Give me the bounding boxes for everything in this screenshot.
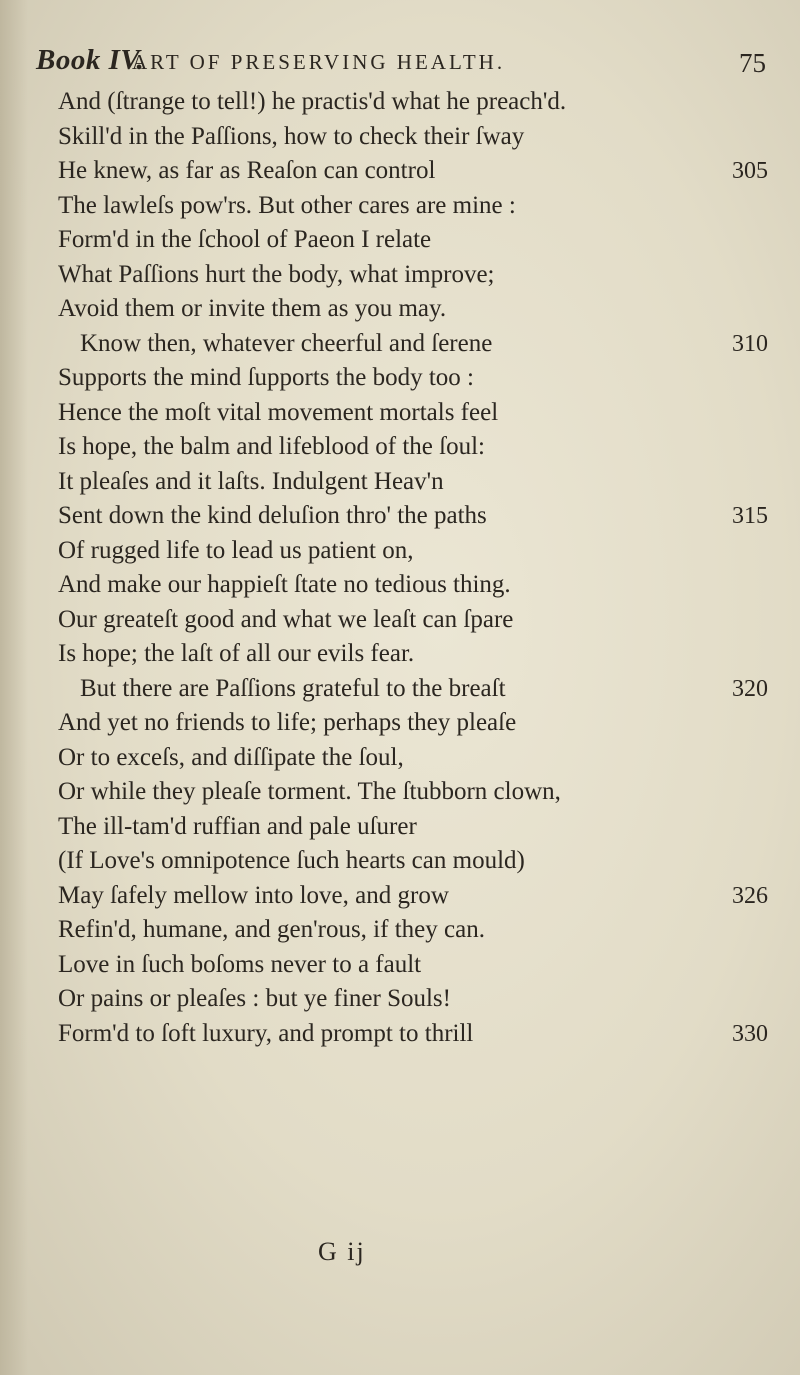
line-number: 315 <box>732 503 768 529</box>
verse-line <box>58 120 768 155</box>
verse-line <box>58 982 768 1017</box>
verse-line <box>58 706 768 741</box>
verse-line <box>58 1017 768 1052</box>
verse-line <box>58 327 768 362</box>
verse-line-text: Love in ſuch boſoms never to a fault <box>58 950 422 978</box>
verse-line-text: Avoid them or invite them as you may. <box>58 295 447 322</box>
verse-line-text: (If Love's omnipotence ſuch hearts can mould) <box>58 847 525 874</box>
verse-line-text: And (ſtrange to tell!) he practis'd what he preach'd. <box>58 88 567 115</box>
verse-line-text: Or pains or pleaſes : but ye finer Souls! <box>58 985 451 1012</box>
verse-line-text: Skill'd in the Paſſions, how to check their ſway <box>58 122 525 150</box>
verse-line-text: Supports the mind ſupports the body too : <box>58 364 474 391</box>
verse-line-text: It pleaſes and it laſts. Indulgent Heav'n <box>58 467 444 495</box>
verse-line <box>58 189 768 224</box>
verse-block <box>58 85 768 1051</box>
line-number: 330 <box>732 1020 768 1047</box>
verse-line-text: Form'd to ſoft luxury, and prompt to thrill <box>58 1019 474 1047</box>
verse-line-text: Of rugged life to lead us patient on, <box>58 536 414 564</box>
running-title: ART OF PRESERVING HEALTH. <box>132 50 506 74</box>
verse-line <box>58 672 768 707</box>
line-number: 305 <box>732 158 768 184</box>
line-number: 326 <box>732 882 768 909</box>
verse-line-text: Our greateſt good and what we leaſt can ſpare <box>58 605 514 633</box>
verse-line <box>58 396 768 431</box>
verse-line-text: Sent down the kind deluſion thro' the paths <box>58 502 487 529</box>
verse-line-text: What Paſſions hurt the body, what improve; <box>58 260 495 288</box>
verse-line-text: He knew, as far as Reaſon can control <box>58 157 436 184</box>
line-number: 320 <box>732 675 768 702</box>
verse-line <box>58 879 768 914</box>
verse-line-text: May ſafely mellow into love, and grow <box>58 881 449 909</box>
verse-line <box>58 603 768 638</box>
verse-line-text: Is hope, the balm and lifeblood of the ſoul: <box>58 433 485 460</box>
verse-line-text: Or to exceſs, and diſſipate the ſoul, <box>58 743 404 771</box>
verse-line <box>58 741 768 776</box>
verse-line-text: The lawleſs pow'rs. But other cares are mine : <box>58 191 516 219</box>
verse-line-text: And make our happieſt ſtate no tedious thing. <box>58 571 511 598</box>
verse-line <box>58 465 768 500</box>
verse-line-text: The ill-tam'd ruffian and pale uſurer <box>58 812 417 840</box>
verse-line-text: Know then, whatever cheerful and ſerene <box>80 329 493 357</box>
verse-line-text: Form'd in the ſchool of Paeon I relate <box>58 226 432 253</box>
verse-line <box>58 361 768 396</box>
line-number: 310 <box>732 330 768 357</box>
verse-line-text: And yet no friends to life; perhaps they pleaſe <box>58 709 517 736</box>
verse-line <box>58 430 768 465</box>
verse-line <box>58 534 768 569</box>
verse-line <box>58 775 768 810</box>
verse-line <box>58 154 768 189</box>
verse-line <box>58 292 768 327</box>
verse-line <box>58 85 768 120</box>
verse-line-text: Or while they pleaſe torment. The ſtubborn clown, <box>58 778 561 805</box>
verse-line <box>58 499 768 534</box>
verse-line <box>58 844 768 879</box>
verse-line <box>58 568 768 603</box>
verse-line <box>58 948 768 983</box>
verse-line-text: Refin'd, humane, and gen'rous, if they can. <box>58 916 485 943</box>
verse-line <box>58 223 768 258</box>
verse-line-text: Hence the moſt vital movement mortals feel <box>58 398 499 426</box>
signature-mark: G ij <box>318 1237 366 1266</box>
page-shadow-edge <box>0 0 28 1375</box>
verse-line <box>58 258 768 293</box>
verse-line-text: But there are Paſſions grateful to the breaſt <box>80 674 506 702</box>
verse-line <box>58 913 768 948</box>
verse-line <box>58 637 768 672</box>
page-number: 75 <box>739 48 766 78</box>
running-header <box>36 38 766 86</box>
verse-line-text: Is hope; the laſt of all our evils fear. <box>58 640 415 667</box>
verse-line <box>58 810 768 845</box>
book-label: Book IV. <box>36 44 145 76</box>
